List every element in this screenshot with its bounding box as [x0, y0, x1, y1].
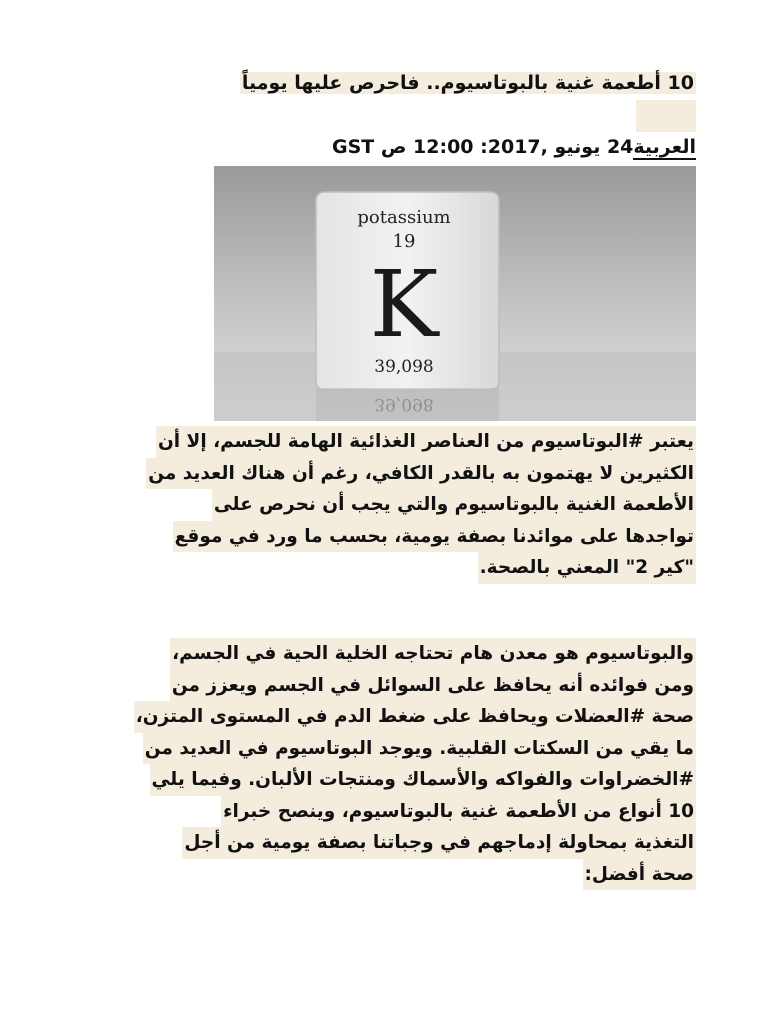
article-byline — [240, 132, 696, 162]
paragraph-line: والبوتاسيوم هو معدن هام تحتاجه الخلية الحية في الجسم، — [170, 638, 696, 670]
paragraph-line: صحة أفضل: — [583, 859, 696, 891]
paragraph-2 — [84, 638, 696, 890]
paragraph-line: ومن فوائده أنه يحافظ على السوائل في الجسم ويعزز من — [170, 670, 696, 702]
paragraph-line: الكثيرين لا يهتمون به بالقدر الكافي، رغم أن هناك العديد من — [146, 458, 696, 490]
paragraph-line: صحة #العضلات ويحافظ على ضغط الدم في المستوى المتزن، — [134, 701, 696, 733]
paragraph-1 — [84, 426, 696, 584]
paragraph-line: تواجدها على موائدنا بصفة يومية، بحسب ما ورد في موقع — [173, 521, 696, 553]
atomic-mass-reflection: 39,098 — [374, 394, 434, 414]
paragraph-line: التغذية بمحاولة إدماجهم في وجباتنا بصفة يومية من أجل — [182, 827, 696, 859]
byline-source-link[interactable]: العربية — [633, 136, 696, 158]
paragraph-line: ما يقي من السكتات القلبية. ويوجد البوتاسيوم في العديد من — [143, 733, 696, 765]
paragraph-line: "كير 2" المعني بالصحة. — [478, 552, 696, 584]
title-highlight-remnant — [636, 100, 696, 132]
potassium-tile-illustration — [214, 166, 696, 421]
paragraph-line: يعتبر #البوتاسيوم من العناصر الغذائية الهامة للجسم، إلا أن — [156, 426, 696, 458]
paragraph-line: #الخضراوات والفواكه والأسماك ومنتجات الألبان. وفيما يلي — [150, 764, 696, 796]
element-symbol: K — [369, 251, 439, 358]
atomic-number-label: 19 — [392, 231, 416, 252]
paragraph-line: الأطعمة الغنية بالبوتاسيوم والتي يجب أن نحرص على — [212, 489, 696, 521]
element-name-label: potassium — [357, 207, 451, 228]
paragraph-line: 10 أنواع من الأطعمة غنية بالبوتاسيوم، وينصح خبراء — [221, 796, 696, 828]
atomic-mass-label: 39,098 — [374, 357, 434, 377]
article-title-text: 10 أطعمة غنية بالبوتاسيوم.. فاحرص عليها يومياً — [241, 72, 694, 94]
article-title — [186, 66, 696, 134]
byline-date: 24 يونيو ,2017: 12:00 ص GST — [332, 136, 634, 158]
potassium-image — [214, 166, 696, 421]
